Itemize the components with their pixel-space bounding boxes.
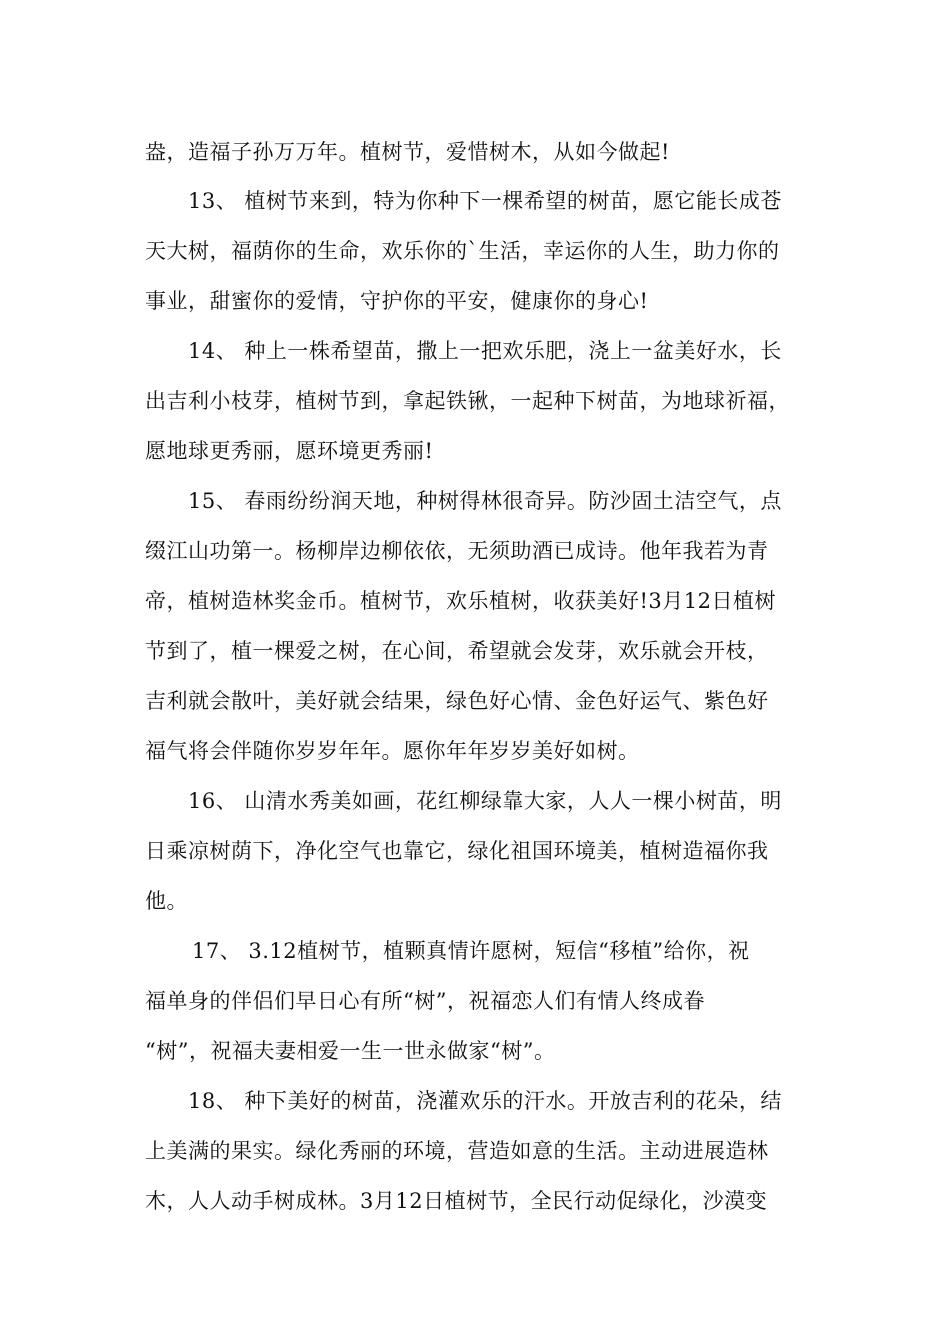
text-line: 缀江山功第一。杨柳岸边柳依依，无须助酒已成诗。他年我若为青 — [145, 539, 769, 563]
text-line: 18、 种下美好的树苗，浇灌欢乐的汗水。开放吉利的花朵，结 — [188, 1089, 782, 1113]
text-line: 出吉利小枝芽，植树节到，拿起铁锹，一起种下树苗，为地球祈福， — [145, 389, 790, 413]
text-line: 事业，甜蜜你的爱情，守护你的平安，健康你的身心! — [145, 289, 649, 313]
text-line: 16、 山清水秀美如画，花红柳绿靠大家，人人一棵小树苗，明 — [188, 789, 782, 813]
text-line: 节到了，植一棵爱之树，在心间，希望就会发芽，欢乐就会开枝， — [145, 639, 769, 663]
text-line: 13、 植树节来到，特为你种下一棵希望的树苗，愿它能长成苍 — [188, 189, 782, 213]
text-line: 福气将会伴随你岁岁年年。愿你年年岁岁美好如树。 — [145, 739, 640, 763]
text-line: 天大树，福荫你的生命，欢乐你的`生活，幸运你的人生，助力你的 — [145, 239, 780, 263]
text-line: 他。 — [145, 889, 188, 913]
text-line: 木，人人动手树成林。3月12日植树节，全民行动促绿化，沙漠变 — [145, 1189, 768, 1213]
text-line: 上美满的果实。绿化秀丽的环境，营造如意的生活。主动进展造林 — [145, 1139, 769, 1163]
text-line: 福单身的伴侣们早日心有所“树”，祝福恋人们有情人终成眷 — [145, 989, 705, 1013]
text-line: 吉利就会散叶，美好就会结果，绿色好心情、金色好运气、紫色好 — [145, 689, 769, 713]
text-line: 愿地球更秀丽，愿环境更秀丽! — [145, 439, 434, 463]
text-line: 日乘凉树荫下，净化空气也靠它，绿化祖国环境美，植树造福你我 — [145, 839, 769, 863]
text-line: “树”，祝福夫妻相爱一生一世永做家“树”。 — [145, 1039, 556, 1063]
text-line: 14、 种上一株希望苗，撒上一把欢乐肥，浇上一盆美好水，长 — [188, 339, 782, 363]
text-line: 盎，造福子孙万万年。植树节，爱惜树木，从如今做起! — [145, 140, 670, 164]
text-line: 17、 3.12植树节，植颗真情许愿树，短信“移植”给你，祝 — [192, 939, 750, 963]
text-line: 帝，植树造林奖金币。植树节，欢乐植树，收获美好!3月12日植树 — [145, 589, 777, 613]
text-line: 15、 春雨纷纷润天地，种树得林很奇异。防沙固土洁空气，点 — [188, 489, 782, 513]
